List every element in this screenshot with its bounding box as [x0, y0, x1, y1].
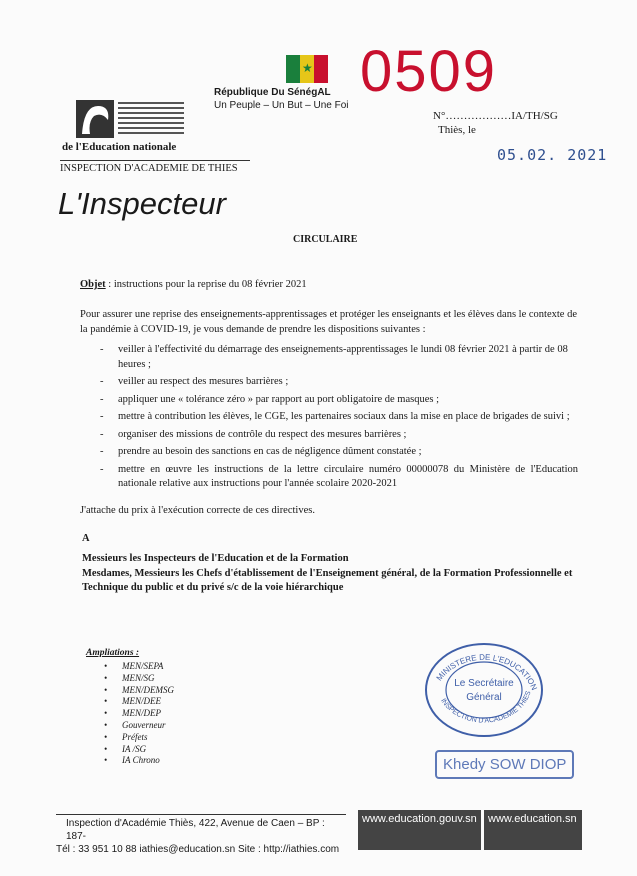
ministry-name: de l'Education nationale: [62, 141, 177, 153]
ministry-logo: [76, 100, 186, 140]
flag-red-band: [314, 55, 328, 83]
footer-address: Inspection d'Académie Thiès, 422, Avenue de Caen – BP : 187-: [66, 818, 325, 842]
seal-ring-text: MINISTERE DE L'EDUCATION: [434, 652, 539, 692]
ampliation-item: • Gouverneur: [104, 719, 166, 730]
ampliation-item: • MEN/SG: [104, 672, 155, 683]
object-text: : instructions pour la reprise du 08 février 2021: [108, 279, 307, 290]
instruction-item: - appliquer une « tolérance zéro » par rapport au port obligatoire de masques ;: [100, 393, 440, 405]
ampliation-item: • IA Chrono: [104, 755, 160, 766]
instruction-item: - veiller à l'effectivité du démarrage des enseignements-apprentissages le lundi 08 février 2021 à partir de 08 heures ;: [100, 344, 568, 370]
reference-number: N°………………IA/TH/SG: [433, 110, 558, 122]
place-label: Thiès, le: [438, 124, 476, 136]
seal-center-line1: Le Secrétaire: [454, 678, 514, 689]
object-line: [80, 279, 307, 290]
ampliation-item: • MEN/DEP: [104, 708, 161, 719]
object-label: Objet: [80, 279, 106, 290]
footer-link-education-sn[interactable]: www.education.sn: [484, 810, 582, 850]
instruction-item: - organiser des missions de contrôle du respect des mesures barrières ;: [100, 428, 407, 440]
recipients-block: [82, 552, 578, 596]
ampliation-item: • IA /SG: [104, 743, 147, 754]
instruction-list: [100, 343, 578, 495]
ampliation-item: • MEN/SEPA: [104, 661, 164, 671]
instruction-item: - mettre à contribution les élèves, le CGE, les partenaires sociaux dans la mise en place de brigades de suivi ;: [100, 411, 570, 422]
ampliation-item: • MEN/DEMSG: [104, 684, 174, 695]
flag-green-band: [286, 55, 300, 83]
seal-ring-text-bottom: INSPECTION D'ACADEMIE THIES: [439, 690, 533, 725]
academy-name: INSPECTION D'ACADEMIE DE THIES: [60, 160, 250, 174]
signer-name-stamp: Khedy SOW DIOP: [435, 750, 574, 779]
ampliations-list: [104, 661, 174, 767]
author-title: L'Inspecteur: [58, 186, 226, 221]
national-motto: Un Peuple – Un But – Une Foi: [214, 100, 349, 111]
footer-contact: Tél : 33 951 10 88 iathies@education.sn Site : http://iathies.com: [56, 844, 340, 855]
footer-link-education-gouv[interactable]: www.education.gouv.sn: [358, 810, 481, 850]
senegal-flag: [286, 55, 328, 83]
recipient-prefix: A: [82, 533, 90, 544]
ampliation-item: • Préfets: [104, 731, 148, 742]
intro-paragraph: Pour assurer une reprise des enseignements-apprentissages et protéger les enseignants et les élèves dans le contexte de la pandémie à COVID-19, je vous demande de prendre les dispositions suivantes :: [80, 309, 577, 335]
ampliations-label: Ampliations :: [86, 648, 140, 658]
ampliation-item: • MEN/DEE: [104, 696, 161, 707]
recipient-line: Mesdames, Messieurs les Chefs d'établissement de l'Enseignement général, de la Formation Professionnelle et Technique du public et du privé s/c de la voie hiérarchique: [82, 567, 573, 593]
seal-center-line2: Général: [466, 692, 502, 703]
flag-yellow-band: [300, 55, 314, 83]
closing-line: J'attache du prix à l'exécution correcte de ces directives.: [80, 505, 315, 516]
instruction-item: - mettre en œuvre les instructions de la lettre circulaire numéro 00000078 du Ministère de l'Education nationale relative aux instructions pour l'année scolaire 2020-2021: [100, 463, 578, 489]
instruction-item: - prendre au besoin des sanctions en cas de négligence dûment constatée ;: [100, 446, 422, 457]
republic-title: République Du SénégAL: [214, 87, 331, 98]
official-seal-stamp: [424, 638, 544, 738]
star-icon: ★: [302, 61, 313, 75]
recipient-line: Messieurs les Inspecteurs de l'Education et de la Formation: [82, 553, 349, 564]
registration-stamp-number: 0509: [360, 39, 498, 104]
footer-address-block: [56, 814, 346, 856]
date-stamp: 05.02. 2021: [497, 146, 608, 164]
document-title: CIRCULAIRE: [293, 234, 358, 245]
instruction-item: - veiller au respect des mesures barrières ;: [100, 376, 289, 387]
